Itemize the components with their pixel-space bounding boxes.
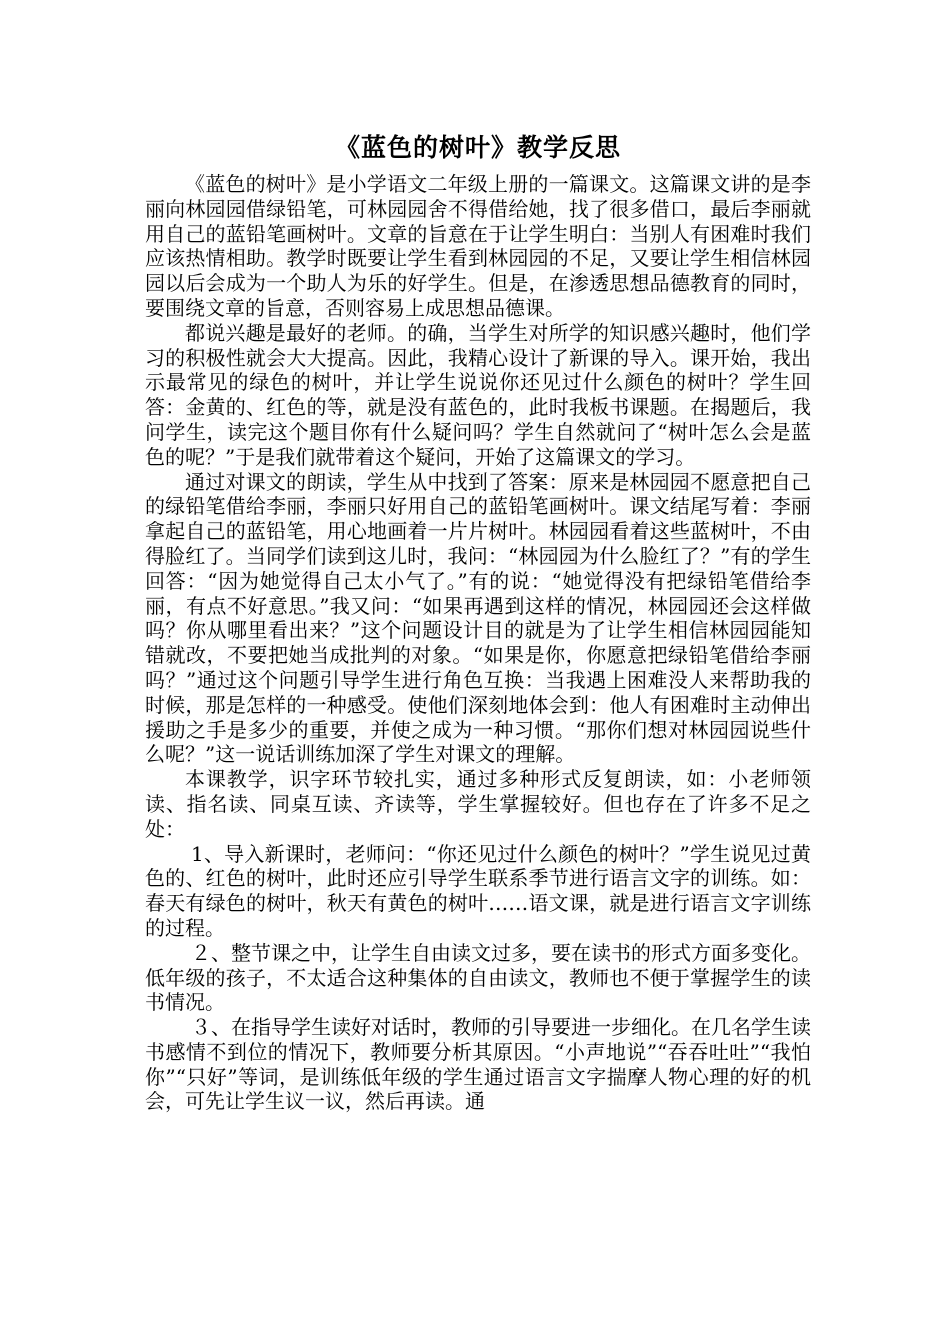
paragraph-interest: 都说兴趣是最好的老师。的确，当学生对所学的知识感兴趣时，他们学习的积极性就会大大提高。因此，我精心设计了新课的导入。课开始，我出示最常见的绿色的树叶，并让学生说说你还见过什么颜色的树叶？学生回答：金黄的、红色的等，就是没有蓝色的，此时我板书课题。在揭题后，我问学生，读完这个题目你有什么疑问吗？学生自然就问了“树叶怎么会是蓝色的呢？”于是我们就带着这个疑问，开始了这篇课文的学习。 bbox=[145, 320, 811, 469]
document-title: 《蓝色的树叶》教学反思 bbox=[334, 133, 621, 162]
paragraph-intro: 《蓝色的树叶》是小学语文二年级上册的一篇课文。这篇课文讲的是李丽向林园园借绿铅笔，可林园园舍不得借给她，找了很多借口，最后李丽就用自己的蓝铅笔画树叶。文章的旨意在于让学生明白：当别人有困难时我们应该热情相助。教学时既要让学生看到林园园的不足，又要让学生相信林园园以后会成为一个助人为乐的好学生。但是，在渗透思想品德教育的同时，要围绕文章的旨意，否则容易上成思想品德课。 bbox=[145, 172, 811, 320]
paragraph-point-3: ３、在指导学生读好对话时，教师的引导要进一步细化。在几名学生读书感情不到位的情况下，教师要分析其原因。“小声地说”“吞吞吐吐”“我怕你”“只好”等词，是训练低年级的学生通过语言文字揣摩人物心理的好的机会，可先让学生议一议，然后再读。通 bbox=[145, 1015, 811, 1114]
paragraph-summary: 本课教学，识字环节较扎实，通过多种形式反复朗读，如：小老师领读、指名读、同桌互读、齐读等，学生掌握较好。但也存在了许多不足之处： bbox=[145, 767, 811, 841]
document-page bbox=[145, 128, 811, 1114]
paragraph-point-1: 1、导入新课时，老师问：“你还见过什么颜色的树叶？”学生说见过黄色的、红色的树叶，此时还应引导学生联系季节进行语言文字的训练。如：春天有绿色的树叶，秋天有黄色的树叶……语文课，就是进行语言文字训练的过程。 bbox=[145, 841, 811, 940]
paragraph-reading: 通过对课文的朗读，学生从中找到了答案：原来是林园园不愿意把自己的绿铅笔借给李丽，李丽只好用自己的蓝铅笔画树叶。课文结尾写着：李丽拿起自己的蓝铅笔，用心地画着一片片树叶。林园园看着这些蓝树叶，不由得脸红了。当同学们读到这儿时，我问：“林园园为什么脸红了？”有的学生回答：“因为她觉得自己太小气了。”有的说：“她觉得没有把绿铅笔借给李丽，有点不好意思。”我又问：“如果再遇到这样的情况，林园园还会这样做吗？你从哪里看出来？”这个问题设计目的就是为了让学生相信林园园能知错就改，不要把她当成批判的对象。“如果是你，你愿意把绿铅笔借给李丽吗？”通过这个问题引导学生进行角色互换：当我遇上困难没人来帮助我的时候，那是怎样的一种感受。使他们深刻地体会到：他人有困难时主动伸出援助之手是多少的重要，并使之成为一种习惯。“那你们想对林园园说些什么呢？”这一说话训练加深了学生对课文的理解。 bbox=[145, 469, 811, 767]
paragraph-point-2: ２、整节课之中，让学生自由读文过多，要在读书的形式方面多变化。低年级的孩子，不太适合这种集体的自由读文，教师也不便于掌握学生的读书情况。 bbox=[145, 940, 811, 1015]
